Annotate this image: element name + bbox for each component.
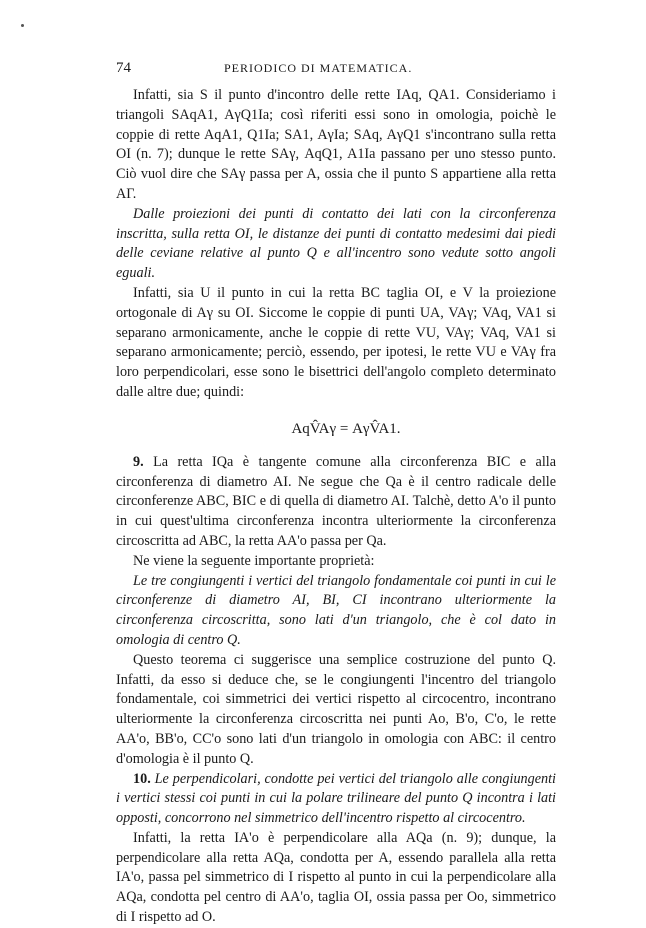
section-9-text: La retta IQa è tangente comune alla circonferenza BIC e alla circonferenza di diametro AI. Ne segue che Qa è il centro radicale delle circonferenze ABC, BIC e di quella di diametro AI. Talchè, detto A'o il punto in cui quest'ultima circonferenza incontra ulteriormente la circonferenza circoscritta ad ABC, la retta AA'o passa per Qa. [116, 453, 557, 549]
paragraph-property-intro: Ne viene la seguente importante proprietà: [133, 552, 375, 569]
paragraph-proof-1: Infatti, sia S il punto d'incontro delle rette IAq, QA1. Consideriamo i triangoli SAqA1, AγQ1Ia; così riferiti essi sono in omologia, poichè le coppie di rette AqA1, Q1Ia; SA1, AγIa; SAq, AγQ1 s'incontrano sulla retta OI (n. 7); dunque le rette SAγ, AqQ1, A1Ia passano per uno stesso punto. Ciò vuol dire che SAγ passa per A, ossia che il punto S appartiene alla retta AΓ. [116, 87, 556, 202]
paragraph-section-9 [116, 453, 556, 552]
formula-angle-equality: AqV̂Aγ = AγV̂A1. [291, 420, 401, 437]
journal-title: PERIODICO DI MATEMATICA. [224, 61, 413, 75]
page-number: 74 [116, 60, 131, 76]
section-number-10: 10. [133, 770, 151, 787]
paragraph-section-10 [116, 770, 556, 829]
page [116, 60, 556, 928]
paragraph-construction: Questo teorema ci suggerisce una semplice costruzione del punto Q. Infatti, da esso si deduce che, se le congiungenti l'incentro del triangolo fondamentale, coi simmetrici dei vertici rispetto al circocentro, incontrano ulteriormente la circonferenza circoscritta nei punti Ao, B'o, C'o, le rette AA'o, BB'o, CC'o sono lati d'un triangolo in omologia con ABC: il centro d'omologia è il punto Q. [116, 651, 556, 767]
paragraph-proof-3: Infatti, la retta IA'o è perpendicolare alla AQa (n. 9); dunque, la perpendicolare alla retta AQa, condotta per A, essendo parallela alla retta IA'o, passa pel simmetrico di I rispetto al punto in cui la perpendicolare alla AQa, condotta pel centro di AA'o, taglia OI, ossia passa per Oo, simmetrico di I rispetto ad O. [116, 829, 556, 926]
paragraph-proof-2: Infatti, sia U il punto in cui la retta BC taglia OI, e V la proiezione ortogonale di Aγ su OI. Siccome le coppie di punti UA, VAγ; VAq, VA1 si separano armonicamente, anche le coppie di rette VU, VAγ; VAq, VA1 si separano armonicamente; perciò, essendo, per ipotesi, le rette VU e VAγ fra loro perpendicolari, esse sono le bisettrici dell'angolo completo determinato dalle altre due; quindi: [116, 284, 556, 400]
paragraph-theorem-2: Le tre congiungenti i vertici del triangolo fondamentale coi punti in cui le circonferenze di diametro AI, BI, CI incontrano ulteriormente la circonferenza circoscritta, sono lati d'un triangolo, che è col dato in omologia di centro Q. [116, 572, 556, 648]
section-number-9: 9. [133, 453, 144, 470]
section-10-text: Le perpendicolari, condotte pei vertici del triangolo alle congiungenti i vertici stessi coi punti in cui la polare trilineare del punto Q incontra i lati opposti, concorrono nel simmetrico dell'incentro rispetto al circocentro. [116, 770, 556, 827]
page-speck [21, 24, 24, 27]
paragraph-theorem-1: Dalle proiezioni dei punti di contatto dei lati con la circonferenza inscritta, sulla retta OI, le distanze dei punti di contatto medesimi dai piedi delle ceviane relative al punto Q e all'incentro sono vedute sotto angoli eguali. [116, 205, 556, 282]
running-header [116, 60, 556, 82]
